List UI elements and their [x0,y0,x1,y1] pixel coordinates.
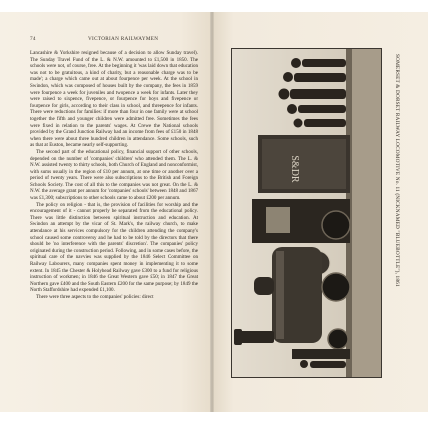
tender-lettering: S&DR [289,155,300,183]
driving-wheel [322,211,350,239]
buffer-beam [292,349,350,359]
cab-window [266,207,290,233]
boiler-highlight [276,251,284,339]
book-gutter [210,12,214,412]
tender-panel [262,139,346,189]
page-number: 74 [30,36,36,42]
paragraph-3: The policy on religion - that is, the provision of facilities for worship and the encouragement of it - cannot properly be separated from the educational policy. There was little distinction between spiritual instruction and education. At Swindon an attempt by the vicar of St. Mark's, the railway church, to make attendance at his services compulsory for the children attending the company's school caused some controversy and he had to be told by the directors that there should be 'no interference with the parents' discretion'. The companies' policy originated during the construction period. Following, and in some cases before, the spiritual care of the navvies was supplied by the 1846 Select Committee on Railway Labourers, many companies spent money in implementing it to some extent. In 1845 the Chester & Holyhead Railway gave £300 to a fund for religious instruction of workmen; in 1846 the Great Western gave £50; in 1847 the Great Northern gave £400 and the South Eastern £200 for the same purpose; by 1849 the North Staffordshire had expended £1,100. [30,201,198,294]
body-text [30,50,198,301]
leading-wheel [328,329,348,349]
chimney-cap [234,329,242,345]
photo-caption [392,54,402,376]
locomotive-photograph [231,48,382,378]
driving-wheel [322,273,350,301]
paragraph-2: The second part of the educational policy, financial support of other schools, depended on the number of 'companies' children' who attended them. The L. & N.W. assisted twenty to thirty schools, both Church of England and nonconformist, with sums usually in the region of £10 per annum, at one time or another over a period of twenty years. There were also subscriptions to the British and Foreign Schools Society. The cost of all this to the companies was not great. On the L. & N.W. the average grant per annum for 'companies' schools' between 1848 and 1867 was £1,300; subscriptions to other schools came to about £200 per annum. [30,148,198,202]
paragraph-1: Lancashire & Yorkshire resigned because of a decision to allow Sunday travel). The Sunday Travel Fund of the L. & N.W. amounted to £1,500 in 1850. The schools were not, of course, free. At the beginning it 'was laid down that education was not to be gratuitous, a kind of charity, but a reasonable charge was to be made'; a charge which came out at about fourpence per week. At the school in Swindon, which was composed of houses built by the company, the fees in 1859 were fourpence a week for juveniles and twopence a week for infants. Later they were raised to sixpence, fivepence, or fourpence for boys and fivepence or fourpence for girls, according to their class in school, and threepence for infants. There were reductions for families: if more than four in one family were at school together the fifth and younger children were admitted free. Sometimes the fees were fixed in relation to the parents' wages. At Crewe the National schools provided by the Grand Junction Railway had an income from fees of £150 in 1848 when there were about three hundred children in attendance. Some schools, such as that at Euston, became nearly self-supporting. [30,50,198,149]
chimney [238,331,274,343]
paragraph-4: There were three aspects to the companies' policies: direct [36,293,154,300]
steam-dome [254,277,274,295]
photo-illustration [232,49,381,377]
caption-text: SOMERSET & DORSET RAILWAY LOCOMOTIVE No. 11 (NICKNAMED "BLUEBOTTLE"), 1861 [394,54,400,287]
ground [352,49,381,377]
running-head-title: VICTORIAN RAILWAYMEN [88,36,159,42]
